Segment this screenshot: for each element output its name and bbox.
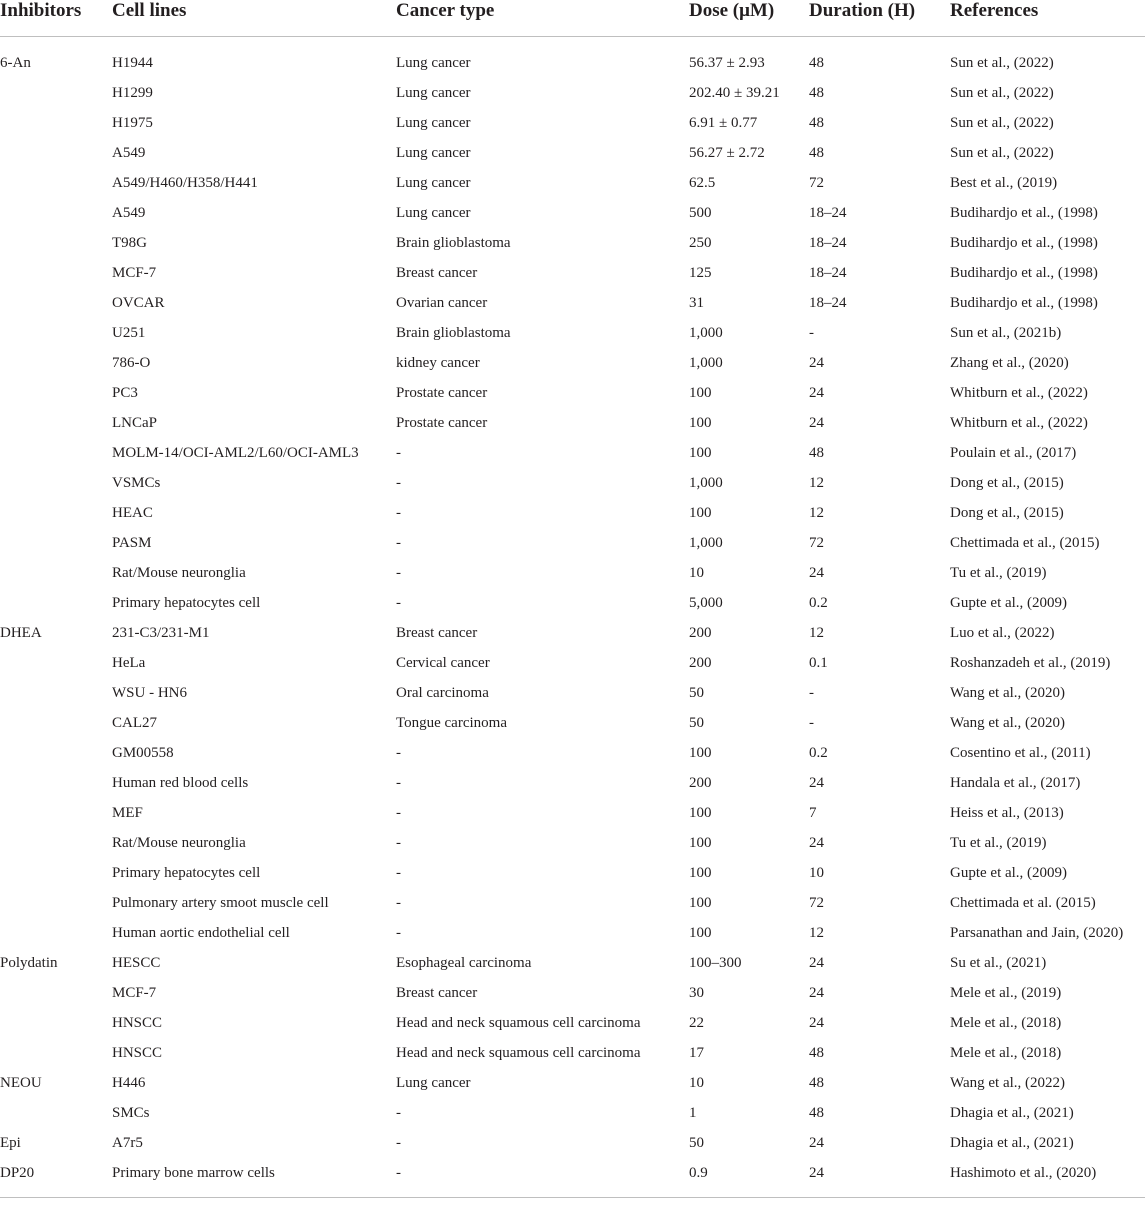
- dose-cell: 100: [689, 385, 712, 401]
- cancer-type-cell: -: [396, 565, 401, 581]
- dose-cell: 1,000: [689, 535, 723, 551]
- cell-line-cell: MOLM-14/OCI-AML2/L60/OCI-AML3: [112, 445, 359, 461]
- table-row: [0, 1008, 1145, 1038]
- inhibitor-cell: [0, 828, 112, 858]
- dose-cell: 100: [689, 835, 712, 851]
- cancer-type-cell: kidney cancer: [396, 355, 480, 371]
- table-row: [0, 678, 1145, 708]
- duration-cell: -: [809, 715, 814, 731]
- cancer-type-cell: Ovarian cancer: [396, 295, 488, 311]
- inhibitor-cell: DP20: [0, 1158, 112, 1198]
- cell-line-cell: T98G: [112, 235, 147, 251]
- cancer-type-cell: Cervical cancer: [396, 655, 490, 671]
- duration-cell: 24: [809, 1015, 824, 1031]
- inhibitor-cell: [0, 108, 112, 138]
- cell-line-cell: 231-C3/231-M1: [112, 625, 210, 641]
- cancer-type-cell: Lung cancer: [396, 85, 471, 101]
- cancer-type-cell: -: [396, 445, 401, 461]
- cell-line-cell: HESCC: [112, 955, 161, 971]
- reference-cell: Tu et al., (2019): [950, 835, 1047, 851]
- reference-cell: Best et al., (2019): [950, 175, 1058, 191]
- cancer-type-cell: -: [396, 745, 401, 761]
- cancer-type-cell: Lung cancer: [396, 205, 471, 221]
- table-row: [0, 37, 1145, 79]
- cell-line-cell: Pulmonary artery smoot muscle cell: [112, 895, 329, 911]
- cancer-type-cell: -: [396, 475, 401, 491]
- inhibitor-cell: [0, 378, 112, 408]
- dose-cell: 17: [689, 1045, 704, 1061]
- dose-cell: 0.9: [689, 1158, 809, 1198]
- table-row: [0, 378, 1145, 408]
- dose-cell: 1,000: [689, 475, 723, 491]
- duration-cell: 24: [809, 955, 824, 971]
- reference-cell: Mele et al., (2018): [950, 1045, 1062, 1061]
- cell-line-cell: 786-O: [112, 355, 151, 371]
- cancer-type-cell: -: [396, 805, 401, 821]
- table-row: [0, 258, 1145, 288]
- dose-cell: 202.40 ± 39.21: [689, 85, 780, 101]
- inhibitor-cell: [0, 228, 112, 258]
- dose-cell: 100–300: [689, 955, 742, 971]
- cell-line-cell: MCF-7: [112, 985, 157, 1001]
- reference-cell: Sun et al., (2022): [950, 115, 1054, 131]
- duration-cell: 10: [809, 865, 824, 881]
- dose-cell: 100: [689, 865, 712, 881]
- dose-cell: 10: [689, 1075, 704, 1091]
- table-row: [0, 888, 1145, 918]
- cell-line-cell: A549: [112, 145, 146, 161]
- cell-line-cell: H1975: [112, 115, 153, 131]
- cancer-type-cell: Tongue carcinoma: [396, 715, 507, 731]
- dose-cell: 50: [689, 715, 704, 731]
- dose-cell: 6.91 ± 0.77: [689, 115, 758, 131]
- header-inhibitors: Inhibitors: [0, 0, 112, 37]
- reference-cell: Chettimada et al. (2015): [950, 895, 1096, 911]
- reference-cell: Dong et al., (2015): [950, 475, 1064, 491]
- duration-cell: -: [809, 325, 814, 341]
- inhibitor-cell: [0, 918, 112, 948]
- reference-cell: Parsanathan and Jain, (2020): [950, 925, 1124, 941]
- dose-cell: 31: [689, 295, 704, 311]
- cell-line-cell: Rat/Mouse neuronglia: [112, 565, 246, 581]
- dose-cell: 10: [689, 565, 704, 581]
- cancer-type-cell: Head and neck squamous cell carcinoma: [396, 1015, 641, 1031]
- table-row: [0, 528, 1145, 558]
- duration-cell: 72: [809, 535, 824, 551]
- inhibitor-cell: DHEA: [0, 625, 42, 641]
- cancer-type-cell: Lung cancer: [396, 1075, 471, 1091]
- table-row: [0, 708, 1145, 738]
- inhibitor-cell: [0, 528, 112, 558]
- inhibitor-cell: 6-An: [0, 55, 31, 71]
- table-header: [0, 0, 1145, 37]
- dose-cell: 62.5: [689, 175, 716, 191]
- header-dose: Dose (μM): [689, 0, 809, 37]
- inhibitor-cell: [0, 348, 112, 378]
- reference-cell: Su et al., (2021): [950, 955, 1047, 971]
- inhibitor-cell: [0, 738, 112, 768]
- cell-line-cell: SMCs: [112, 1105, 150, 1121]
- inhibitor-cell: [0, 768, 112, 798]
- reference-cell: Sun et al., (2021b): [950, 325, 1062, 341]
- duration-cell: 7: [809, 805, 817, 821]
- cancer-type-cell: Breast cancer: [396, 265, 478, 281]
- cell-line-cell: U251: [112, 325, 146, 341]
- inhibitor-cell: [0, 1038, 112, 1068]
- dose-cell: 50: [689, 685, 704, 701]
- dose-cell: 200: [689, 775, 712, 791]
- cancer-type-cell: -: [396, 895, 401, 911]
- cell-line-cell: HEAC: [112, 505, 153, 521]
- cancer-type-cell: -: [396, 535, 401, 551]
- reference-cell: Wang et al., (2020): [950, 715, 1066, 731]
- duration-cell: -: [809, 685, 814, 701]
- cell-line-cell: LNCaP: [112, 415, 157, 431]
- duration-cell: 0.1: [809, 655, 828, 671]
- duration-cell: 48: [809, 1105, 824, 1121]
- table-row: [0, 858, 1145, 888]
- inhibitor-cell: [0, 798, 112, 828]
- inhibitor-cell: [0, 648, 112, 678]
- duration-cell: 24: [809, 565, 824, 581]
- duration-cell: 48: [809, 55, 824, 71]
- dose-cell: 5,000: [689, 595, 723, 611]
- cell-line-cell: H1944: [112, 55, 153, 71]
- inhibitor-cell: [0, 978, 112, 1008]
- duration-cell: 72: [809, 175, 824, 191]
- reference-cell: Wang et al., (2020): [950, 685, 1066, 701]
- dose-cell: 100: [689, 415, 712, 431]
- reference-cell: Budihardjo et al., (1998): [950, 205, 1098, 221]
- duration-cell: 24: [809, 415, 824, 431]
- dose-cell: 100: [689, 805, 712, 821]
- duration-cell: 0.2: [809, 595, 828, 611]
- cancer-type-cell: -: [396, 595, 401, 611]
- cell-line-cell: GM00558: [112, 745, 174, 761]
- reference-cell: Mele et al., (2019): [950, 985, 1062, 1001]
- cancer-type-cell: Breast cancer: [396, 985, 478, 1001]
- duration-cell: 18–24: [809, 265, 847, 281]
- table-row: [0, 78, 1145, 108]
- cell-line-cell: MCF-7: [112, 265, 157, 281]
- inhibitor-cell: [0, 588, 112, 618]
- duration-cell: 18–24: [809, 295, 847, 311]
- dose-cell: 200: [689, 625, 712, 641]
- inhibitor-cell: [0, 318, 112, 348]
- duration-cell: 48: [809, 445, 824, 461]
- dose-cell: 100: [689, 895, 712, 911]
- table-row: [0, 198, 1145, 228]
- inhibitor-cell: [0, 438, 112, 468]
- inhibitor-cell: [0, 468, 112, 498]
- cell-line-cell: Human red blood cells: [112, 775, 249, 791]
- cancer-type-cell: -: [396, 925, 401, 941]
- table-row: [0, 168, 1145, 198]
- cancer-type-cell: Lung cancer: [396, 115, 471, 131]
- cancer-type-cell: Prostate cancer: [396, 415, 488, 431]
- table-row: [0, 228, 1145, 258]
- inhibitor-cell: [0, 288, 112, 318]
- reference-cell: Gupte et al., (2009): [950, 865, 1068, 881]
- cancer-type-cell: Lung cancer: [396, 145, 471, 161]
- dose-cell: 125: [689, 265, 712, 281]
- table-row: [0, 1038, 1145, 1068]
- table-row: [0, 1158, 1145, 1198]
- table-row: [0, 768, 1145, 798]
- cancer-type-cell: Head and neck squamous cell carcinoma: [396, 1045, 641, 1061]
- inhibitor-cell: [0, 408, 112, 438]
- duration-cell: 12: [809, 625, 824, 641]
- dose-cell: 30: [689, 985, 704, 1001]
- inhibitor-cell: [0, 1008, 112, 1038]
- reference-cell: Heiss et al., (2013): [950, 805, 1064, 821]
- cancer-type-cell: Lung cancer: [396, 55, 471, 71]
- cell-line-cell: PC3: [112, 385, 138, 401]
- reference-cell: Hashimoto et al., (2020): [950, 1158, 1145, 1198]
- cell-line-cell: PASM: [112, 535, 152, 551]
- cell-line-cell: HeLa: [112, 655, 146, 671]
- reference-cell: Budihardjo et al., (1998): [950, 265, 1098, 281]
- dose-cell: 100: [689, 745, 712, 761]
- cancer-type-cell: -: [396, 1105, 401, 1121]
- dose-cell: 1,000: [689, 325, 723, 341]
- duration-cell: 12: [809, 925, 824, 941]
- cancer-type-cell: Esophageal carcinoma: [396, 955, 532, 971]
- dose-cell: 1,000: [689, 355, 723, 371]
- table-row: [0, 468, 1145, 498]
- table-row: [0, 1098, 1145, 1128]
- table-row: [0, 918, 1145, 948]
- reference-cell: Budihardjo et al., (1998): [950, 295, 1098, 311]
- reference-cell: Handala et al., (2017): [950, 775, 1081, 791]
- table-row: [0, 798, 1145, 828]
- dose-cell: 100: [689, 445, 712, 461]
- duration-cell: 48: [809, 1045, 824, 1061]
- cancer-type-cell: Brain glioblastoma: [396, 235, 511, 251]
- duration-cell: 24: [809, 1135, 824, 1151]
- reference-cell: Gupte et al., (2009): [950, 595, 1068, 611]
- reference-cell: Luo et al., (2022): [950, 625, 1055, 641]
- duration-cell: 12: [809, 505, 824, 521]
- inhibitor-cell: [0, 558, 112, 588]
- duration-cell: 24: [809, 355, 824, 371]
- duration-cell: 48: [809, 85, 824, 101]
- reference-cell: Sun et al., (2022): [950, 55, 1054, 71]
- cancer-type-cell: Brain glioblastoma: [396, 325, 511, 341]
- duration-cell: 24: [809, 835, 824, 851]
- duration-cell: 48: [809, 1075, 824, 1091]
- reference-cell: Dong et al., (2015): [950, 505, 1064, 521]
- inhibitor-cell: [0, 198, 112, 228]
- duration-cell: 48: [809, 115, 824, 131]
- cell-line-cell: OVCAR: [112, 295, 165, 311]
- cell-line-cell: A549: [112, 205, 146, 221]
- duration-cell: 24: [809, 775, 824, 791]
- dose-cell: 200: [689, 655, 712, 671]
- dose-cell: 50: [689, 1135, 704, 1151]
- cell-line-cell: VSMCs: [112, 475, 161, 491]
- table-row: [0, 588, 1145, 618]
- cancer-type-cell: Prostate cancer: [396, 385, 488, 401]
- table-row: [0, 438, 1145, 468]
- inhibitor-cell: [0, 858, 112, 888]
- table-row: [0, 828, 1145, 858]
- table-row: [0, 648, 1145, 678]
- table-row: [0, 348, 1145, 378]
- reference-cell: Budihardjo et al., (1998): [950, 235, 1098, 251]
- table-row: [0, 738, 1145, 768]
- duration-cell: 48: [809, 145, 824, 161]
- cell-line-cell: Primary hepatocytes cell: [112, 595, 261, 611]
- table-body: [0, 37, 1145, 1198]
- dose-cell: 250: [689, 235, 712, 251]
- table-row: [0, 1068, 1145, 1098]
- inhibitor-cell: [0, 258, 112, 288]
- duration-cell: 24: [809, 985, 824, 1001]
- dose-cell: 100: [689, 505, 712, 521]
- inhibitor-cell: [0, 78, 112, 108]
- dose-cell: 100: [689, 925, 712, 941]
- cancer-type-cell: -: [396, 775, 401, 791]
- header-references: References: [950, 0, 1145, 37]
- table-row: [0, 1128, 1145, 1158]
- dose-cell: 500: [689, 205, 712, 221]
- reference-cell: Chettimada et al., (2015): [950, 535, 1100, 551]
- table-row: [0, 978, 1145, 1008]
- cancer-type-cell: -: [396, 1158, 689, 1198]
- cell-line-cell: HNSCC: [112, 1015, 163, 1031]
- duration-cell: 18–24: [809, 205, 847, 221]
- duration-cell: 24: [809, 385, 824, 401]
- cancer-type-cell: -: [396, 505, 401, 521]
- reference-cell: Sun et al., (2022): [950, 85, 1054, 101]
- cell-line-cell: Primary hepatocytes cell: [112, 865, 261, 881]
- header-cancer-type: Cancer type: [396, 0, 689, 37]
- reference-cell: Zhang et al., (2020): [950, 355, 1069, 371]
- header-row: [0, 0, 1145, 37]
- dose-cell: 56.27 ± 2.72: [689, 145, 765, 161]
- duration-cell: 0.2: [809, 745, 828, 761]
- cancer-type-cell: Breast cancer: [396, 625, 478, 641]
- table-row: [0, 618, 1145, 648]
- cell-line-cell: Primary bone marrow cells: [112, 1158, 396, 1198]
- cell-line-cell: A549/H460/H358/H441: [112, 175, 258, 191]
- inhibitor-cell: [0, 138, 112, 168]
- cell-line-cell: MEF: [112, 805, 143, 821]
- cell-line-cell: Human aortic endothelial cell: [112, 925, 290, 941]
- inhibitor-cell: NEOU: [0, 1075, 42, 1091]
- reference-cell: Roshanzadeh et al., (2019): [950, 655, 1111, 671]
- table-row: [0, 408, 1145, 438]
- inhibitor-cell: [0, 168, 112, 198]
- header-duration: Duration (H): [809, 0, 950, 37]
- cell-line-cell: Rat/Mouse neuronglia: [112, 835, 246, 851]
- cell-line-cell: A7r5: [112, 1135, 143, 1151]
- reference-cell: Mele et al., (2018): [950, 1015, 1062, 1031]
- cell-line-cell: CAL27: [112, 715, 157, 731]
- cancer-type-cell: -: [396, 1135, 401, 1151]
- header-cell-lines: Cell lines: [112, 0, 396, 37]
- reference-cell: Dhagia et al., (2021): [950, 1105, 1074, 1121]
- inhibitor-cell: [0, 888, 112, 918]
- inhibitor-cell: [0, 1098, 112, 1128]
- table-row: [0, 318, 1145, 348]
- inhibitor-cell: Polydatin: [0, 955, 58, 971]
- table-row: [0, 138, 1145, 168]
- dose-cell: 22: [689, 1015, 704, 1031]
- cell-line-cell: H1299: [112, 85, 153, 101]
- table-row: [0, 288, 1145, 318]
- inhibitor-cell: [0, 708, 112, 738]
- cancer-type-cell: -: [396, 865, 401, 881]
- table-row: [0, 108, 1145, 138]
- table-row: [0, 498, 1145, 528]
- cancer-type-cell: Oral carcinoma: [396, 685, 489, 701]
- reference-cell: Dhagia et al., (2021): [950, 1135, 1074, 1151]
- reference-cell: Wang et al., (2022): [950, 1075, 1066, 1091]
- inhibitor-cell: [0, 498, 112, 528]
- duration-cell: 12: [809, 475, 824, 491]
- reference-cell: Sun et al., (2022): [950, 145, 1054, 161]
- duration-cell: 24: [809, 1158, 950, 1198]
- duration-cell: 72: [809, 895, 824, 911]
- reference-cell: Cosentino et al., (2011): [950, 745, 1091, 761]
- inhibitor-cell: [0, 678, 112, 708]
- reference-cell: Whitburn et al., (2022): [950, 415, 1088, 431]
- cell-line-cell: WSU - HN6: [112, 685, 187, 701]
- table-row: [0, 558, 1145, 588]
- inhibitor-cell: Epi: [0, 1135, 21, 1151]
- reference-cell: Tu et al., (2019): [950, 565, 1047, 581]
- dose-cell: 1: [689, 1105, 697, 1121]
- reference-cell: Whitburn et al., (2022): [950, 385, 1088, 401]
- cell-line-cell: HNSCC: [112, 1045, 163, 1061]
- cell-line-cell: H446: [112, 1075, 146, 1091]
- duration-cell: 18–24: [809, 235, 847, 251]
- table-row: [0, 948, 1145, 978]
- dose-cell: 56.37 ± 2.93: [689, 55, 765, 71]
- reference-cell: Poulain et al., (2017): [950, 445, 1077, 461]
- cancer-type-cell: Lung cancer: [396, 175, 471, 191]
- cancer-type-cell: -: [396, 835, 401, 851]
